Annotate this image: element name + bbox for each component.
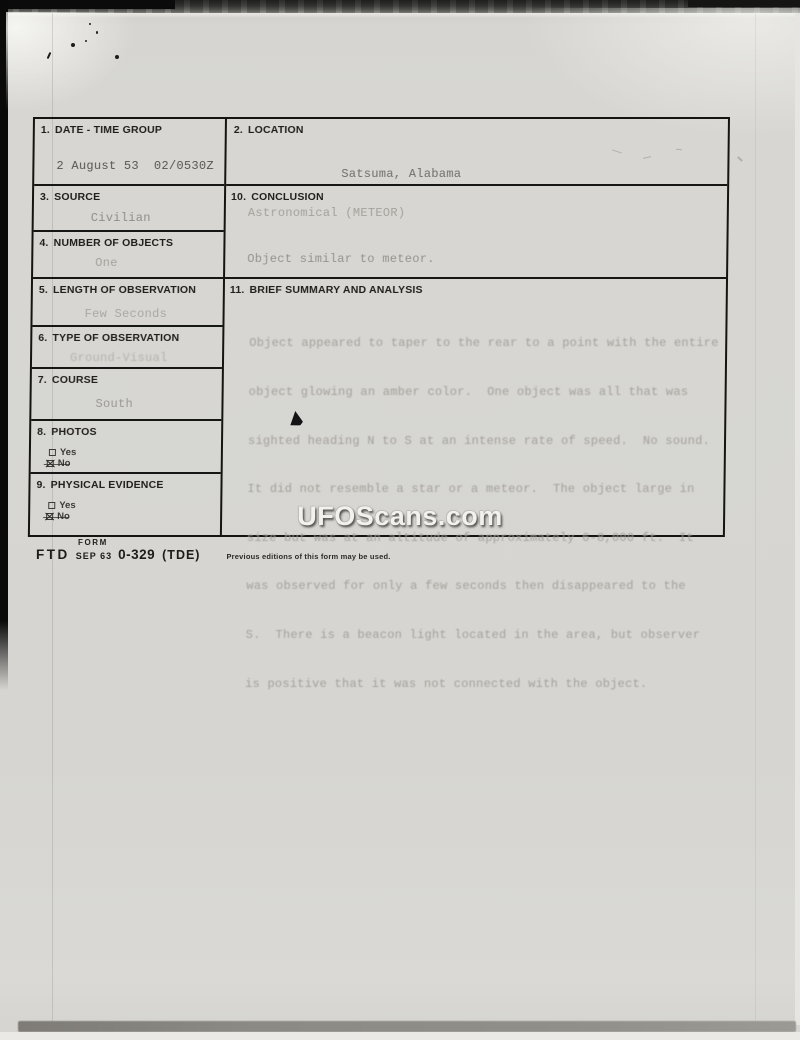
form-note: Previous editions of this form may be used. <box>226 552 391 561</box>
field-value: 2 August 53 02/0530Z <box>56 159 215 173</box>
conclusion-value: Astronomical (METEOR) <box>247 206 406 220</box>
summary-line: is positive that it was not connected with the object. <box>244 676 648 691</box>
form-identifier <box>36 547 391 562</box>
field-number: 8. <box>37 426 47 438</box>
summary-line: object glowing an amber color. One object was all that was <box>248 385 689 400</box>
summary-line: Object appeared to taper to the rear to a point with the entire <box>249 336 719 351</box>
field-number: 1. <box>40 124 51 136</box>
field-course <box>31 369 222 421</box>
summary-line: was observed for only a few seconds then disappeared to the <box>246 579 686 594</box>
field-label: 2. LOCATION <box>233 124 304 136</box>
photos-no-option <box>47 458 71 469</box>
field-location <box>226 119 728 186</box>
field-label: 3. SOURCE <box>39 191 101 203</box>
pencil-mark <box>737 156 743 162</box>
field-label: 9. PHYSICAL EVIDENCE <box>36 479 164 491</box>
checkbox-empty-icon <box>49 449 56 456</box>
field-photos <box>31 421 222 474</box>
field-source <box>34 186 225 232</box>
field-value: Satsuma, Alabama <box>341 167 462 181</box>
summary-line: S. There is a beacon light located in the area, but observer <box>245 628 701 643</box>
field-number: 9. <box>36 479 46 491</box>
scan-speck <box>85 40 87 42</box>
field-number: 10. <box>230 191 247 203</box>
scan-speck <box>89 23 91 25</box>
table-left-column <box>30 119 227 535</box>
strike-line <box>44 464 70 465</box>
field-value: Civilian <box>90 211 151 225</box>
field-number: 5. <box>38 284 49 296</box>
scan-speck <box>115 55 119 59</box>
field-number: 7. <box>37 374 48 386</box>
field-number: 2. <box>233 124 244 136</box>
scan-bottom-margin <box>0 1032 800 1040</box>
form-date: SEP 63 <box>75 551 113 561</box>
field-label: 8. PHOTOS <box>37 426 97 438</box>
scan-top-black-left <box>0 0 175 9</box>
scan-top-black-right <box>688 0 800 7</box>
field-value: Few Seconds <box>84 307 168 321</box>
summary-line: size but was at an altitude of approximately 6-8,000 ft. It <box>246 530 695 545</box>
form-org: FTD <box>36 547 70 562</box>
form-number: 0-329 <box>118 547 156 562</box>
field-label: 4. NUMBER OF OBJECTS <box>39 237 174 249</box>
scan-bottom-edge <box>18 1021 796 1032</box>
photos-yes-option: Yes <box>49 447 77 458</box>
field-label: 7. COURSE <box>37 374 99 386</box>
field-length-of-observation <box>32 279 223 327</box>
field-label: 11. BRIEF SUMMARY AND ANALYSIS <box>229 284 423 296</box>
form-word-label: FORM <box>78 538 108 547</box>
field-type-of-observation <box>32 327 223 369</box>
watermark: UFOScans.com <box>297 501 503 531</box>
checkbox-x-icon <box>47 460 54 467</box>
summary-line: It did not resemble a star or a meteor. The object large in <box>247 482 695 497</box>
field-label: 1. DATE - TIME GROUP <box>40 124 163 136</box>
field-value: Ground-Visual <box>69 351 168 365</box>
form-suffix: (TDE) <box>162 548 201 562</box>
field-value: South <box>95 397 134 411</box>
scan-speck <box>71 43 75 47</box>
scan-glow-top-left <box>6 12 136 112</box>
field-label: 10. CONCLUSION <box>230 191 324 203</box>
summary-line: sighted heading N to S at an intense rate of speed. No sound. <box>247 433 711 448</box>
physical-evidence-yes-option: Yes <box>48 500 76 511</box>
conclusion-note: Object similar to meteor. <box>247 252 435 266</box>
field-number: 6. <box>38 332 48 344</box>
field-conclusion <box>225 186 727 279</box>
scan-speck <box>96 31 98 34</box>
field-number: 3. <box>39 191 50 203</box>
field-number: 11. <box>229 284 245 296</box>
field-number-of-objects <box>33 232 224 279</box>
field-label: 5. LENGTH OF OBSERVATION <box>38 284 197 296</box>
field-date-time-group <box>34 119 225 186</box>
field-value: One <box>95 256 118 270</box>
field-number: 4. <box>39 237 49 249</box>
field-label: 6. TYPE OF OBSERVATION <box>38 332 180 344</box>
